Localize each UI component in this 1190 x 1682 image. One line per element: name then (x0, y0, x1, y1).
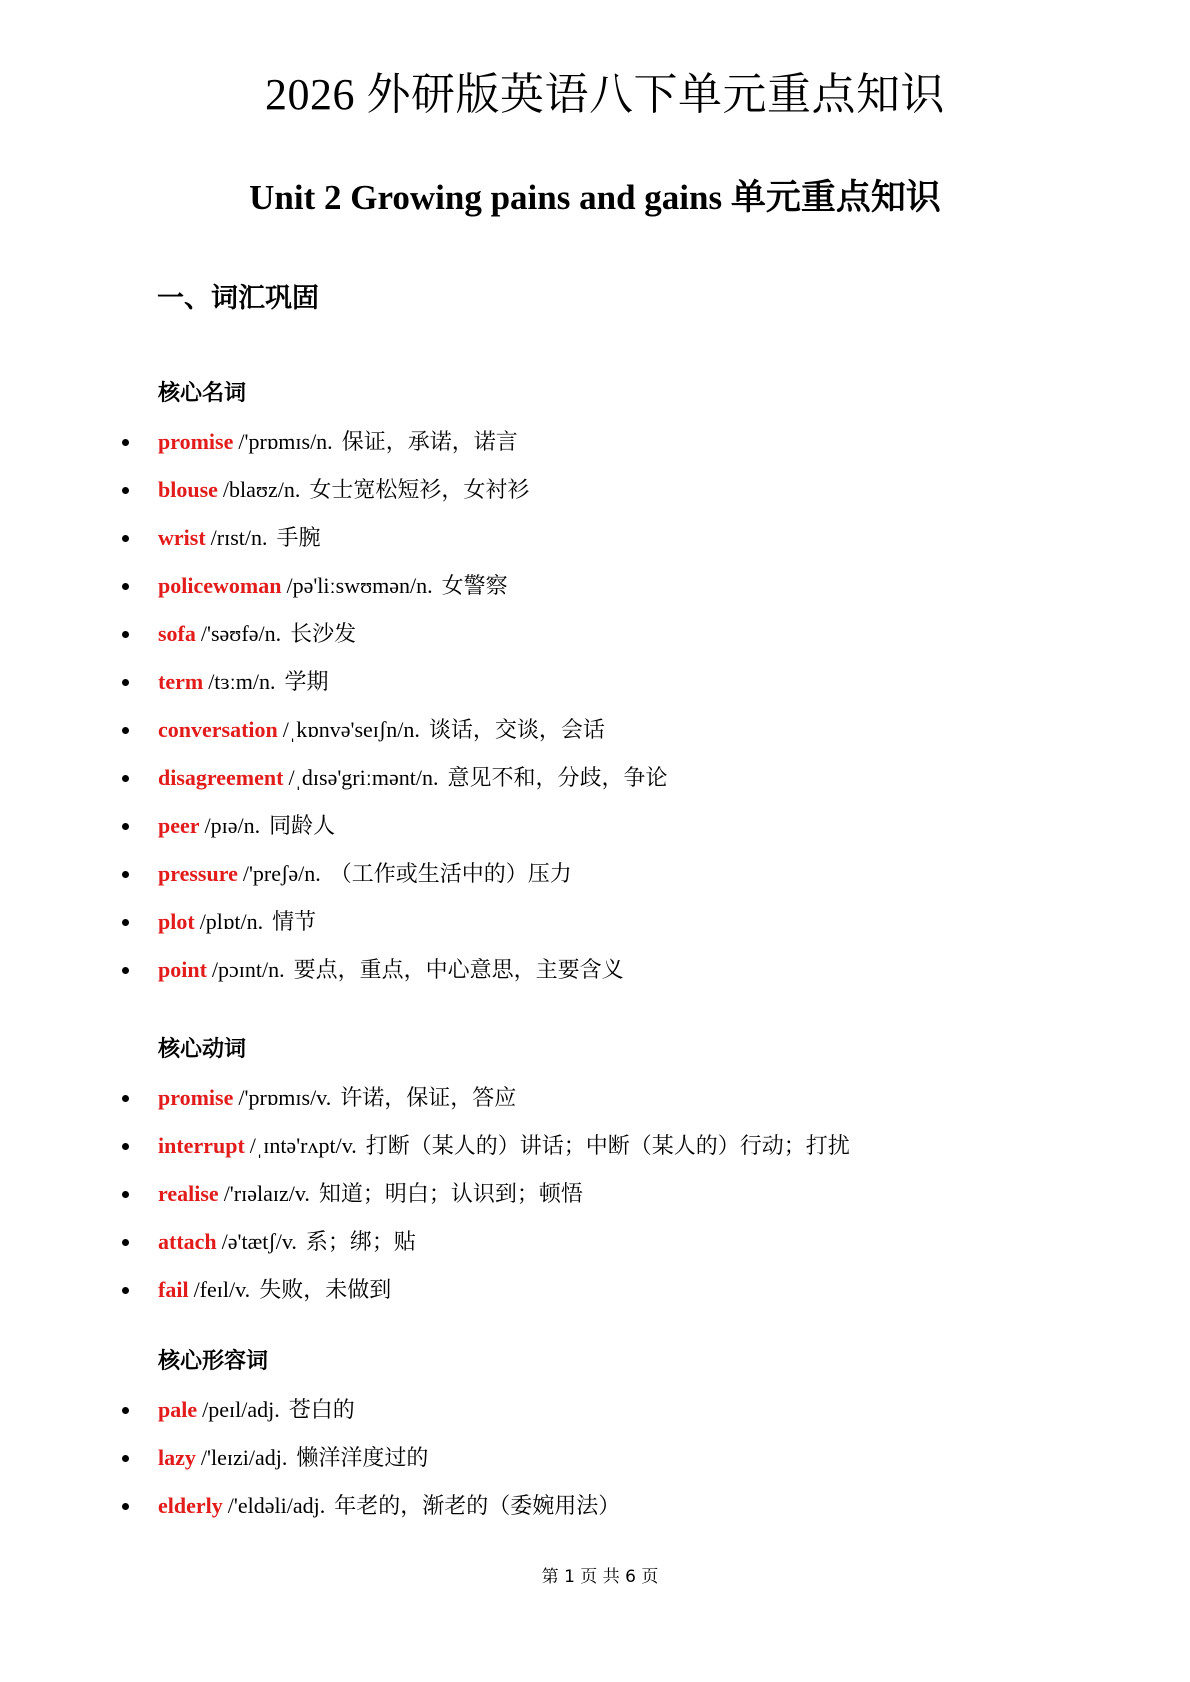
vocab-word: conversation (158, 717, 278, 742)
bullet-icon (122, 967, 129, 974)
group-heading: 核心形容词 (158, 1348, 269, 1373)
vocab-meaning: 保证，承诺，诺言 (341, 429, 518, 454)
bullet-icon (122, 583, 129, 590)
vocab-word: lazy (158, 1445, 196, 1470)
vocab-item (0, 562, 1190, 610)
vocab-group-adjectives (0, 1346, 1190, 1530)
vocab-phonetic: /ə'tætʃ/v. (221, 1229, 297, 1254)
vocab-word: elderly (158, 1493, 223, 1518)
vocab-phonetic: /tɜːm/n. (208, 669, 276, 694)
document-title: 2026 外研版英语八下单元重点知识 (265, 70, 945, 119)
vocab-item (0, 610, 1190, 658)
vocab-phonetic: /pɪə/n. (204, 813, 261, 838)
bullet-icon (122, 535, 129, 542)
vocab-phonetic: /ˌkɒnvə'seɪʃn/n. (282, 717, 420, 742)
bullet-icon (122, 1191, 129, 1198)
bullet-icon (122, 439, 129, 446)
bullet-icon (122, 679, 129, 686)
vocab-group-verbs (0, 1034, 1190, 1314)
vocab-meaning: 知道；明白；认识到；顿悟 (318, 1181, 583, 1206)
vocab-phonetic: /peɪl/adj. (202, 1397, 280, 1422)
vocab-word: attach (158, 1229, 217, 1254)
vocab-word: pale (158, 1397, 198, 1422)
vocab-word: disagreement (158, 765, 284, 790)
group-heading: 核心名词 (158, 380, 247, 405)
vocab-word: term (158, 669, 204, 694)
vocab-phonetic: /blaʊz/n. (222, 477, 301, 502)
vocab-item (0, 946, 1190, 994)
bullet-icon (122, 775, 129, 782)
word-list (0, 418, 1190, 994)
vocab-meaning: 情节 (272, 909, 317, 934)
vocab-word: point (158, 957, 207, 982)
vocab-meaning: 要点，重点，中心意思，主要含义 (293, 957, 624, 982)
bullet-icon (122, 823, 129, 830)
word-list (0, 1074, 1190, 1314)
section-heading-vocabulary: 一、词汇巩固 (157, 283, 319, 313)
vocab-item (0, 1074, 1190, 1122)
bullet-icon (122, 727, 129, 734)
page-footer: 第 1 页 共 6 页 (541, 1567, 659, 1587)
vocab-meaning: 手腕 (276, 525, 321, 550)
bullet-icon (122, 871, 129, 878)
vocab-phonetic: /'səʊfə/n. (200, 621, 282, 646)
vocab-item (0, 466, 1190, 514)
vocab-word: fail (158, 1277, 189, 1302)
unit-title: Unit 2 Growing pains and gains 单元重点知识 (249, 178, 941, 217)
bullet-icon (122, 1143, 129, 1150)
vocab-meaning: 懒洋洋度过的 (296, 1445, 429, 1470)
vocab-word: policewoman (158, 573, 282, 598)
vocab-phonetic: /ˌɪntə'rʌpt/v. (249, 1133, 357, 1158)
bullet-icon (122, 919, 129, 926)
vocab-word: peer (158, 813, 200, 838)
vocab-item (0, 850, 1190, 898)
vocab-meaning: 学期 (284, 669, 329, 694)
vocab-meaning: 长沙发 (290, 621, 357, 646)
vocab-phonetic: /'eldəli/adj. (227, 1493, 326, 1518)
bullet-icon (122, 1095, 129, 1102)
vocab-phonetic: /rɪst/n. (210, 525, 268, 550)
vocab-word: wrist (158, 525, 206, 550)
group-heading: 核心动词 (158, 1036, 247, 1061)
vocab-meaning: 失败，未做到 (259, 1277, 392, 1302)
vocab-word: promise (158, 1085, 234, 1110)
vocab-meaning: 同龄人 (269, 813, 336, 838)
vocab-item (0, 514, 1190, 562)
bullet-icon (122, 1407, 129, 1414)
vocab-phonetic: /feɪl/v. (193, 1277, 251, 1302)
vocab-word: interrupt (158, 1133, 245, 1158)
vocab-word: plot (158, 909, 195, 934)
vocab-meaning: 系；绑；贴 (305, 1229, 416, 1254)
vocab-item (0, 1482, 1190, 1530)
vocab-item (0, 1266, 1190, 1314)
vocab-phonetic: /'leɪzi/adj. (200, 1445, 288, 1470)
vocab-phonetic: /'prɒmɪs/v. (238, 1085, 332, 1110)
bullet-icon (122, 1287, 129, 1294)
vocab-item (0, 1122, 1190, 1170)
bullet-icon (122, 1239, 129, 1246)
vocab-phonetic: /plɒt/n. (199, 909, 264, 934)
vocab-phonetic: /'rɪəlaɪz/v. (223, 1181, 310, 1206)
vocab-item (0, 1386, 1190, 1434)
vocab-meaning: （工作或生活中的）压力 (329, 861, 572, 886)
vocab-item (0, 754, 1190, 802)
vocab-meaning: 谈话，交谈，会话 (428, 717, 605, 742)
vocab-word: sofa (158, 621, 196, 646)
vocab-item (0, 1170, 1190, 1218)
bullet-icon (122, 1503, 129, 1510)
vocab-word: promise (158, 429, 234, 454)
vocab-phonetic: /'preʃə/n. (242, 861, 321, 886)
vocab-item (0, 418, 1190, 466)
vocab-item (0, 1218, 1190, 1266)
vocab-phonetic: /pə'liːswʊmən/n. (286, 573, 433, 598)
vocab-item (0, 898, 1190, 946)
vocab-meaning: 年老的，渐老的（委婉用法） (334, 1493, 621, 1518)
vocab-word: pressure (158, 861, 238, 886)
vocab-phonetic: /ˌdɪsə'griːmənt/n. (288, 765, 439, 790)
vocab-meaning: 女士宽松短衫，女衬衫 (309, 477, 530, 502)
vocab-phonetic: /pɔɪnt/n. (211, 957, 285, 982)
vocab-item (0, 802, 1190, 850)
vocab-group-nouns (0, 378, 1190, 994)
bullet-icon (122, 487, 129, 494)
bullet-icon (122, 631, 129, 638)
vocab-item (0, 706, 1190, 754)
vocab-item (0, 658, 1190, 706)
word-list (0, 1386, 1190, 1530)
bullet-icon (122, 1455, 129, 1462)
vocab-meaning: 许诺，保证，答应 (340, 1085, 517, 1110)
vocab-word: realise (158, 1181, 219, 1206)
vocab-meaning: 苍白的 (288, 1397, 355, 1422)
vocab-phonetic: /'prɒmɪs/n. (238, 429, 333, 454)
vocab-meaning: 女警察 (441, 573, 508, 598)
vocab-meaning: 意见不和，分歧，争论 (447, 765, 668, 790)
vocab-word: blouse (158, 477, 218, 502)
vocab-meaning: 打断（某人的）讲话；中断（某人的）行动；打扰 (365, 1133, 850, 1158)
vocab-item (0, 1434, 1190, 1482)
